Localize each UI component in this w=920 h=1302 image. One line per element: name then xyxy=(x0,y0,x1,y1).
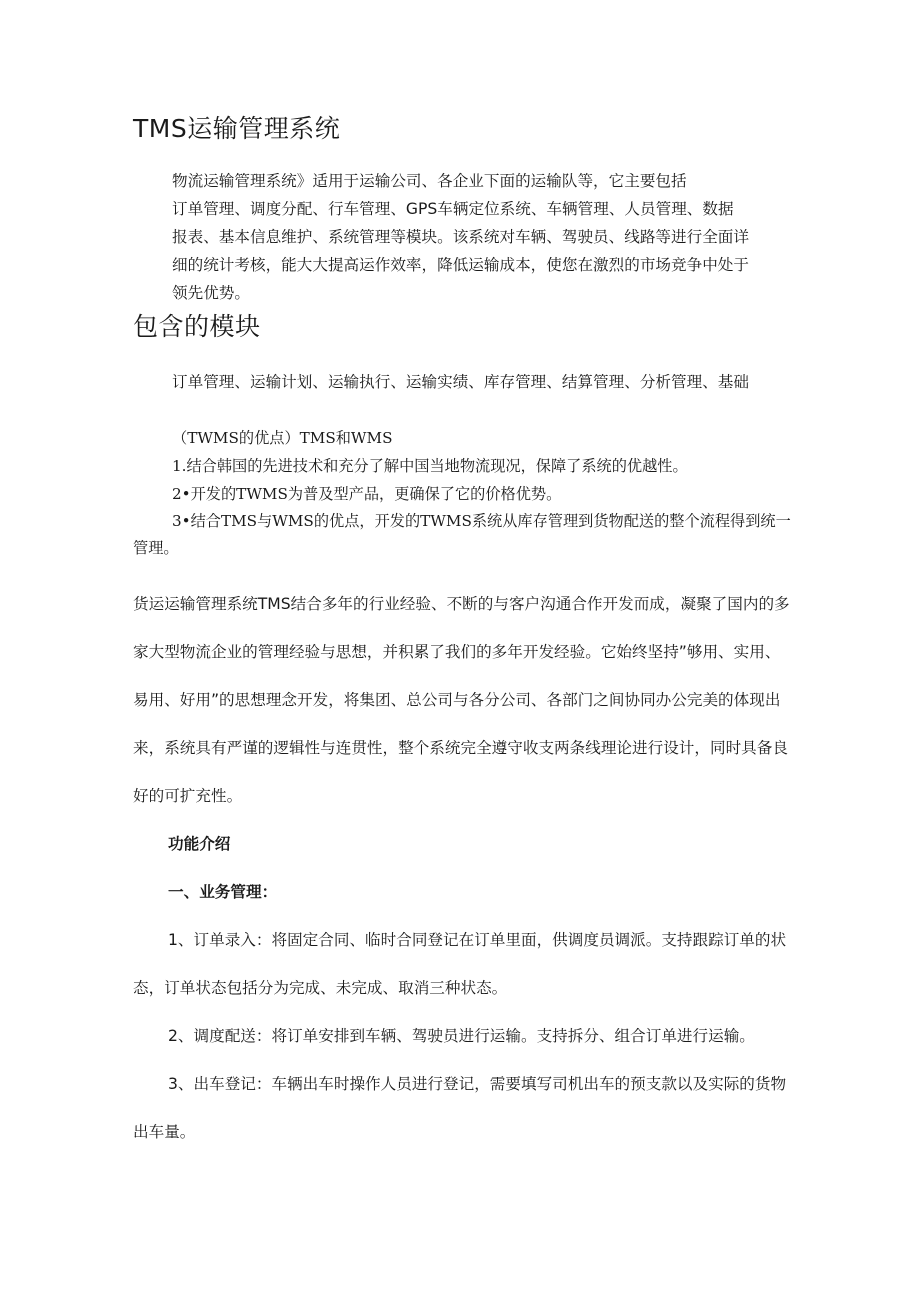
intro-line-2: 订单管理、调度分配、行车管理、GPS车辆定位系统、车辆管理、人员管理、数据 xyxy=(172,200,734,218)
advantage-item-3-cont: 管理。 xyxy=(133,539,179,557)
advantages-heading: （TWMS的优点）TMS和WMS xyxy=(172,429,393,447)
business-item-3: 3、出车登记：车辆出车时操作人员进行登记，需要填写司机出车的预支款以及实际的货物 xyxy=(168,1075,787,1093)
intro-line-1: 物流运输管理系统》适用于运输公司、各企业下面的运输队等，它主要包括 xyxy=(172,172,687,190)
body-line-4: 来，系统具有严谨的逻辑性与连贯性，整个系统完全遵守收支两条线理论进行设计，同时具备良 xyxy=(133,739,788,757)
body-line-1: 货运运输管理系统TMS结合多年的行业经验、不断的与客户沟通合作开发而成，凝聚了国内的多 xyxy=(133,595,790,613)
intro-line-4: 细的统计考核，能大大提高运作效率，降低运输成本，使您在激烈的市场竞争中处于 xyxy=(172,256,749,274)
business-heading: 一、业务管理： xyxy=(168,883,278,901)
advantage-item-2: 2•开发的TWMS为普及型产品，更确保了它的价格优势。 xyxy=(172,485,562,503)
advantage-item-3: 3•结合TMS与WMS的优点，开发的TWMS系统从库存管理到货物配送的整个流程得到统一 xyxy=(172,512,791,530)
body-line-5: 好的可扩充性。 xyxy=(133,787,243,805)
business-item-3-cont: 出车量。 xyxy=(133,1123,196,1141)
business-item-1-cont: 态，订单状态包括分为完成、未完成、取消三种状态。 xyxy=(133,979,508,997)
modules-heading: 包含的模块 xyxy=(133,312,261,341)
body-line-3: 易用、好用”的思想理念开发，将集团、总公司与各分公司、各部门之间协同办公完美的体现出 xyxy=(133,691,781,709)
business-item-1: 1、订单录入：将固定合同、临时合同登记在订单里面，供调度员调派。支持跟踪订单的状 xyxy=(168,931,787,949)
body-line-2: 家大型物流企业的管理经验与思想，并积累了我们的多年开发经验。它始终坚持”够用、实用、 xyxy=(133,643,781,661)
function-intro-heading: 功能介绍 xyxy=(168,835,231,853)
document-title: TMS运输管理系统 xyxy=(133,114,341,143)
modules-list: 订单管理、运输计划、运输执行、运输实绩、库存管理、结算管理、分析管理、基础 xyxy=(172,373,749,391)
intro-line-3: 报表、基本信息维护、系统管理等模块。该系统对车辆、驾驶员、线路等进行全面详 xyxy=(172,228,749,246)
advantage-item-1: 1.结合韩国的先进技术和充分了解中国当地物流现况，保障了系统的优越性。 xyxy=(172,457,688,475)
business-item-2: 2、调度配送：将订单安排到车辆、驾驶员进行运输。支持拆分、组合订单进行运输。 xyxy=(168,1027,755,1045)
intro-line-5: 领先优势。 xyxy=(172,284,250,302)
